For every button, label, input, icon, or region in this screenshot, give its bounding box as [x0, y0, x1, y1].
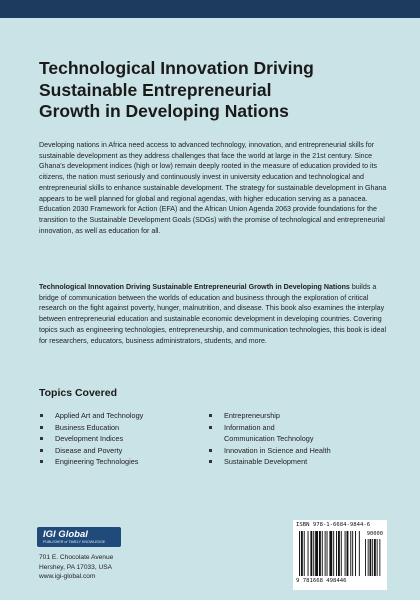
- barcode-stripe: [299, 531, 300, 576]
- barcode-stripe: [333, 531, 334, 576]
- barcode-digits: 9 781668 498446: [296, 578, 347, 584]
- bullet-icon: [209, 449, 212, 452]
- barcode-stripe: [345, 531, 346, 576]
- topics-heading: Topics Covered: [39, 387, 117, 399]
- logo-subtext: PUBLISHER of TIMELY KNOWLEDGE: [43, 540, 106, 544]
- topic-item: Innovation in Science and Health: [208, 445, 331, 457]
- bullet-icon: [40, 426, 43, 429]
- barcode-stripe: [329, 531, 332, 576]
- topic-item: Sustainable Development: [208, 456, 331, 468]
- barcode-addon-stripe: [377, 539, 378, 576]
- bullet-icon: [209, 460, 212, 463]
- barcode-stripe: [327, 531, 328, 576]
- barcode-addon-stripe: [374, 539, 376, 576]
- topics-list-right: [208, 410, 331, 468]
- barcode-stripe: [347, 531, 349, 576]
- topics-list-left: [39, 410, 143, 468]
- topic-item-continuation: Communication Technology: [224, 434, 314, 444]
- topic-item: Development Indices: [39, 433, 143, 445]
- barcode-stripe: [310, 531, 312, 576]
- topic-item: Information and: [208, 422, 331, 434]
- barcode-stripe: [301, 531, 303, 576]
- logo-text: IGI Global: [43, 529, 88, 540]
- title-line: Growth in Developing Nations: [39, 101, 289, 121]
- publisher-address: [39, 553, 113, 582]
- bullet-icon: [209, 426, 212, 429]
- address-line: 701 E. Chocolate Avenue: [39, 554, 114, 561]
- title-line: Sustainable Entrepreneurial: [39, 79, 272, 100]
- bullet-icon: [40, 460, 43, 463]
- summary-text: builds a bridge of communication between the worlds of education and business through the exploration of critical research on the fight against poverty, hunger, malnutrition, and disease. This book also examines the interplay between entrepreneurial education and sustainable economic development in developing countries. Covering topics such as engineering technologies, entrepreneurship, and communication technologies, this book is ideal for researchers, educators, business administrators, students, and more.: [39, 283, 387, 345]
- barcode-stripe: [325, 531, 326, 576]
- publisher-logo: [37, 527, 121, 547]
- barcode-stripe: [308, 531, 309, 576]
- topic-item: Entrepreneurship: [208, 410, 331, 422]
- address-line: Hershey, PA 17033, USA: [39, 563, 113, 571]
- topic-item: Business Education: [39, 422, 143, 434]
- publisher-website: www.igi-global.com: [39, 573, 96, 581]
- top-band: [0, 0, 420, 18]
- barcode-stripe: [352, 531, 353, 576]
- topic-item: Engineering Technologies: [39, 456, 143, 468]
- bullet-icon: [209, 414, 212, 417]
- barcode-stripe: [315, 531, 318, 576]
- summary-paragraph: [39, 282, 389, 346]
- barcode-addon-stripe: [365, 539, 366, 576]
- barcode-stripe: [355, 531, 356, 576]
- barcode-stripe: [304, 531, 305, 576]
- description-paragraph: Developing nations in Africa need access to advanced technology, innovation, and entrepreneurial skills for sustainable development as they address challenges that face the world at large in the 21st century. Since Ghana's development indices (high or low) remain deeply rooted in the measure of education provided to its citizens, the nation must seriously and continuously invest in university education and technological and entrepreneurial skills to enhance sustainable development. The strategy for sustainable development in Ghana appears to be well planned for global and regional agendas, with higher education serving as a panacea. Education 2030 Framework for Action (EFA) and the African Union Agenda 2063 provide foundations for the transition to the Sustainable Development Goals (SDGs) with the promise of technological and entrepreneurial innovation, as well as education for all.: [39, 141, 387, 235]
- barcode-stripe: [350, 531, 351, 576]
- barcode-stripe: [359, 531, 360, 576]
- isbn-text: ISBN 978-1-6684-9844-6: [296, 522, 371, 528]
- summary-book-title: Technological Innovation Driving Sustainable Entrepreneurial Growth in Developing Nations: [39, 283, 350, 291]
- barcode-panel: [293, 520, 387, 590]
- barcode-addon-stripe: [379, 539, 380, 576]
- price-code: 90000: [366, 531, 383, 537]
- barcode-addon-stripe: [368, 539, 369, 576]
- bullet-icon: [40, 449, 43, 452]
- barcode-stripe: [313, 531, 314, 576]
- barcode-stripe: [336, 531, 337, 576]
- barcode-stripe: [322, 531, 323, 576]
- title-line: Technological Innovation Driving: [39, 58, 314, 78]
- barcode-graphic: [299, 531, 385, 576]
- barcode-stripe: [319, 531, 321, 576]
- barcode-stripe: [341, 531, 342, 576]
- topic-item: Disease and Poverty: [39, 445, 143, 457]
- book-title: [39, 58, 389, 123]
- bullet-icon: [40, 437, 43, 440]
- topic-item: Applied Art and Technology: [39, 410, 143, 422]
- barcode-addon-stripe: [372, 539, 373, 576]
- bullet-icon: [40, 414, 43, 417]
- barcode-addon-stripe: [370, 539, 372, 576]
- barcode-stripe: [338, 531, 340, 576]
